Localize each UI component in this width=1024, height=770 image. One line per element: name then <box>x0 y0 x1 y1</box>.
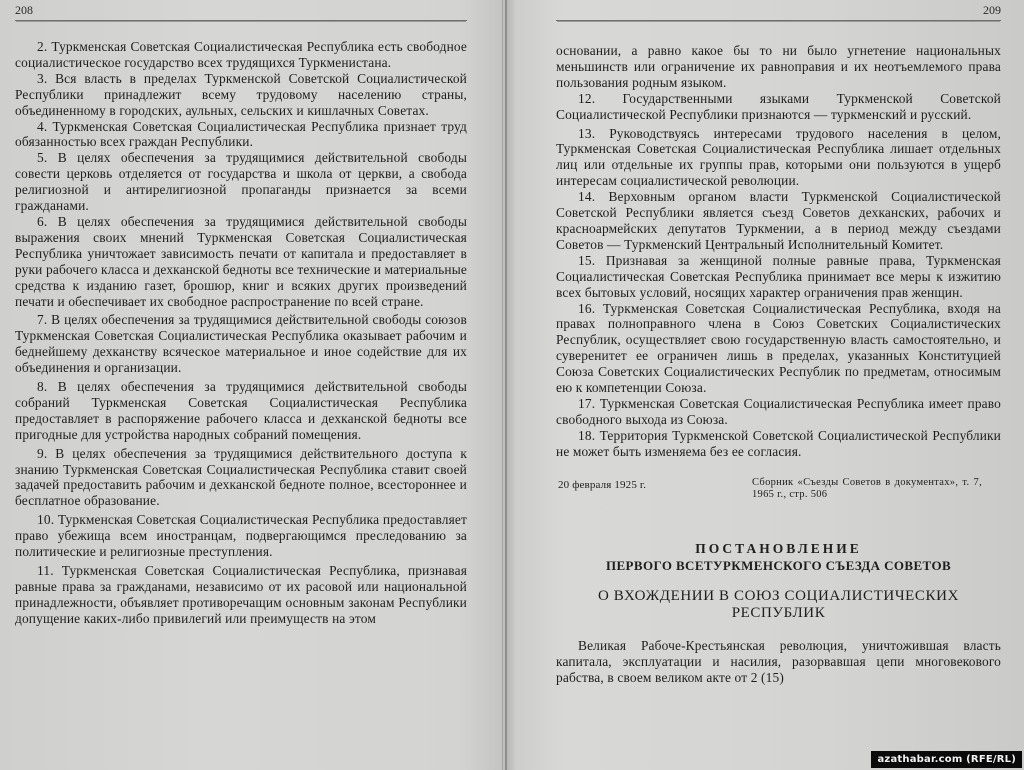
article-16: 16. Туркменская Советская Социалистическая Республика, входя на правах полноправного члена в Союз Советских Социалистических Республик, осуществляет свою государственную власть самостоятельно, и суверенитет ее ограничен лишь в пределах, указанных Конституцией Союза Советских Социалистических Республик по предметам, относимым ею к компетенции Союза. <box>556 300 1001 396</box>
article-11: 11. Туркменская Советская Социалистическая Республика, признавая равные права за гражданами, независимо от их расовой или национальной принадлежности, объявляет противоречащим основным законам Республики допущение каких-либо привилегий или преимуществ на этом <box>15 563 467 626</box>
article-13: 13. Руководствуясь интересами трудового населения в целом, Туркменская Советская Социалистическая Республика лишает отдельных лиц или отдельные их группы прав, которыми они пользуются в ущерб интересам социалистической революции. <box>556 125 1001 189</box>
article-10: 10. Туркменская Советская Социалистическая Республика предоставляет право убежища всем иностранцам, подвергающимся преследованию за политические и религиозные преступления. <box>15 512 467 560</box>
decree-heading: О ВХОЖДЕНИИ В СОЮЗ СОЦИАЛИСТИЧЕСКИХ РЕСПУБЛИК <box>597 588 960 622</box>
book-gutter <box>505 0 507 770</box>
decree-body: Великая Рабоче-Крестьянская революция, уничтожившая власть капитала, эксплуатации и насилия, разорвавшая цепи многовекового рабства, в своем великом акте от 2 (15) <box>556 638 1001 686</box>
article-15: 15. Признавая за женщиной полные равные права, Туркменская Социалистическая Советская Республика принимает все меры к изжитию всех бытовых условий, носящих характер ограничения прав женщин. <box>556 252 1001 300</box>
left-page <box>15 0 467 770</box>
page-header <box>556 0 1001 21</box>
article-7: 7. В целях обеспечения за трудящимися действительной свободы союзов Туркменская Советская Социалистическая Республика оказывает рабочим и беднейшему дехканству всяческое материальное и иное содействие для их объединения и организации. <box>15 312 467 376</box>
article-14: 14. Верховным органом власти Туркменской Социалистической Советской Республики является съезд Советов дехканских, рабочих и красноармейских депутатов Туркмении, а в период между съездами Советов — Туркменский Центральный Исполнительный Комитет. <box>556 189 1001 252</box>
page-header <box>15 0 467 21</box>
page-number: 208 <box>15 3 33 17</box>
source-citation: Сборник «Съезды Советов в документах», т. 7, 1965 г., стр. 506 <box>752 476 982 500</box>
document-date: 20 февраля 1925 г. <box>558 478 647 491</box>
article-18: 18. Территория Туркменской Советской Социалистической Республики не может быть изменяема без ее согласия. <box>556 427 1001 459</box>
source-watermark: azathabar.com (RFE/RL) <box>871 751 1022 768</box>
article-3: 3. Вся власть в пределах Туркменской Советской Социалистической Республики принадлежит всему трудовому населению страны, объединенному в городских, аульных, сельских и кишлачных Советах. <box>15 70 467 118</box>
article-17: 17. Туркменская Советская Социалистическая Республика имеет право свободного выхода из Союза. <box>556 395 1001 427</box>
article-6: 6. В целях обеспечения за трудящимися действительной свободы выражения своих мнений Туркменская Советская Социалистическая Республика уничтожает зависимость печати от капитала и предоставляет в руки рабочего класса и дехканской бедноты все технические и материальные средства к изданию газет, брошюр, книг и всяких других произведений печати и обеспечивает их свободное распространение по всей стране. <box>15 213 467 309</box>
article-9: 9. В целях обеспечения за трудящимися действительного доступа к знанию Туркменская Советская Социалистическая Республика ставит своей задачей предоставить рабочим и дехканской бедноте полное, всестороннее и бесплатное образование. <box>15 445 467 509</box>
page-number: 209 <box>983 3 1001 17</box>
article-11-continuation: основании, а равно какое бы то ни было угнетение национальных меньшинств или ограничение их равноправия и их неотъемлемого права пользования родным языком. <box>556 43 1001 90</box>
article-4: 4. Туркменская Советская Социалистическая Республика признает труд обязанностью всех граждан Республики. <box>15 118 467 150</box>
decree-subtitle: ПЕРВОГО ВСЕТУРКМЕНСКОГО СЪЕЗДА СОВЕТОВ <box>605 558 952 574</box>
page-body <box>556 43 1001 686</box>
article-2: 2. Туркменская Советская Социалистическая Республика есть свободное социалистическое государство всех трудящихся Туркменистана. <box>15 39 467 70</box>
article-8: 8. В целях обеспечения за трудящимися действительной свободы собраний Туркменская Советская Социалистическая Республика предоставляет в распоряжение рабочего класса и дехканской бедноты все пригодные для устройства народных собраний помещения. <box>15 379 467 442</box>
article-5: 5. В целях обеспечения за трудящимися действительной свободы совести церковь отделяется от государства и школа от церкви, а свобода религиозной и антирелигиозной пропаганды признается за всеми гражданами. <box>15 150 467 214</box>
page-body <box>15 39 467 627</box>
decree-title: ПОСТАНОВЛЕНИЕ <box>695 540 862 556</box>
dateline <box>556 475 1001 515</box>
gutter-shadow <box>502 0 503 770</box>
right-page <box>556 0 1001 770</box>
article-12: 12. Государственными языками Туркменской Советской Социалистической Республики признаются — туркменский и русский. <box>556 90 1001 122</box>
